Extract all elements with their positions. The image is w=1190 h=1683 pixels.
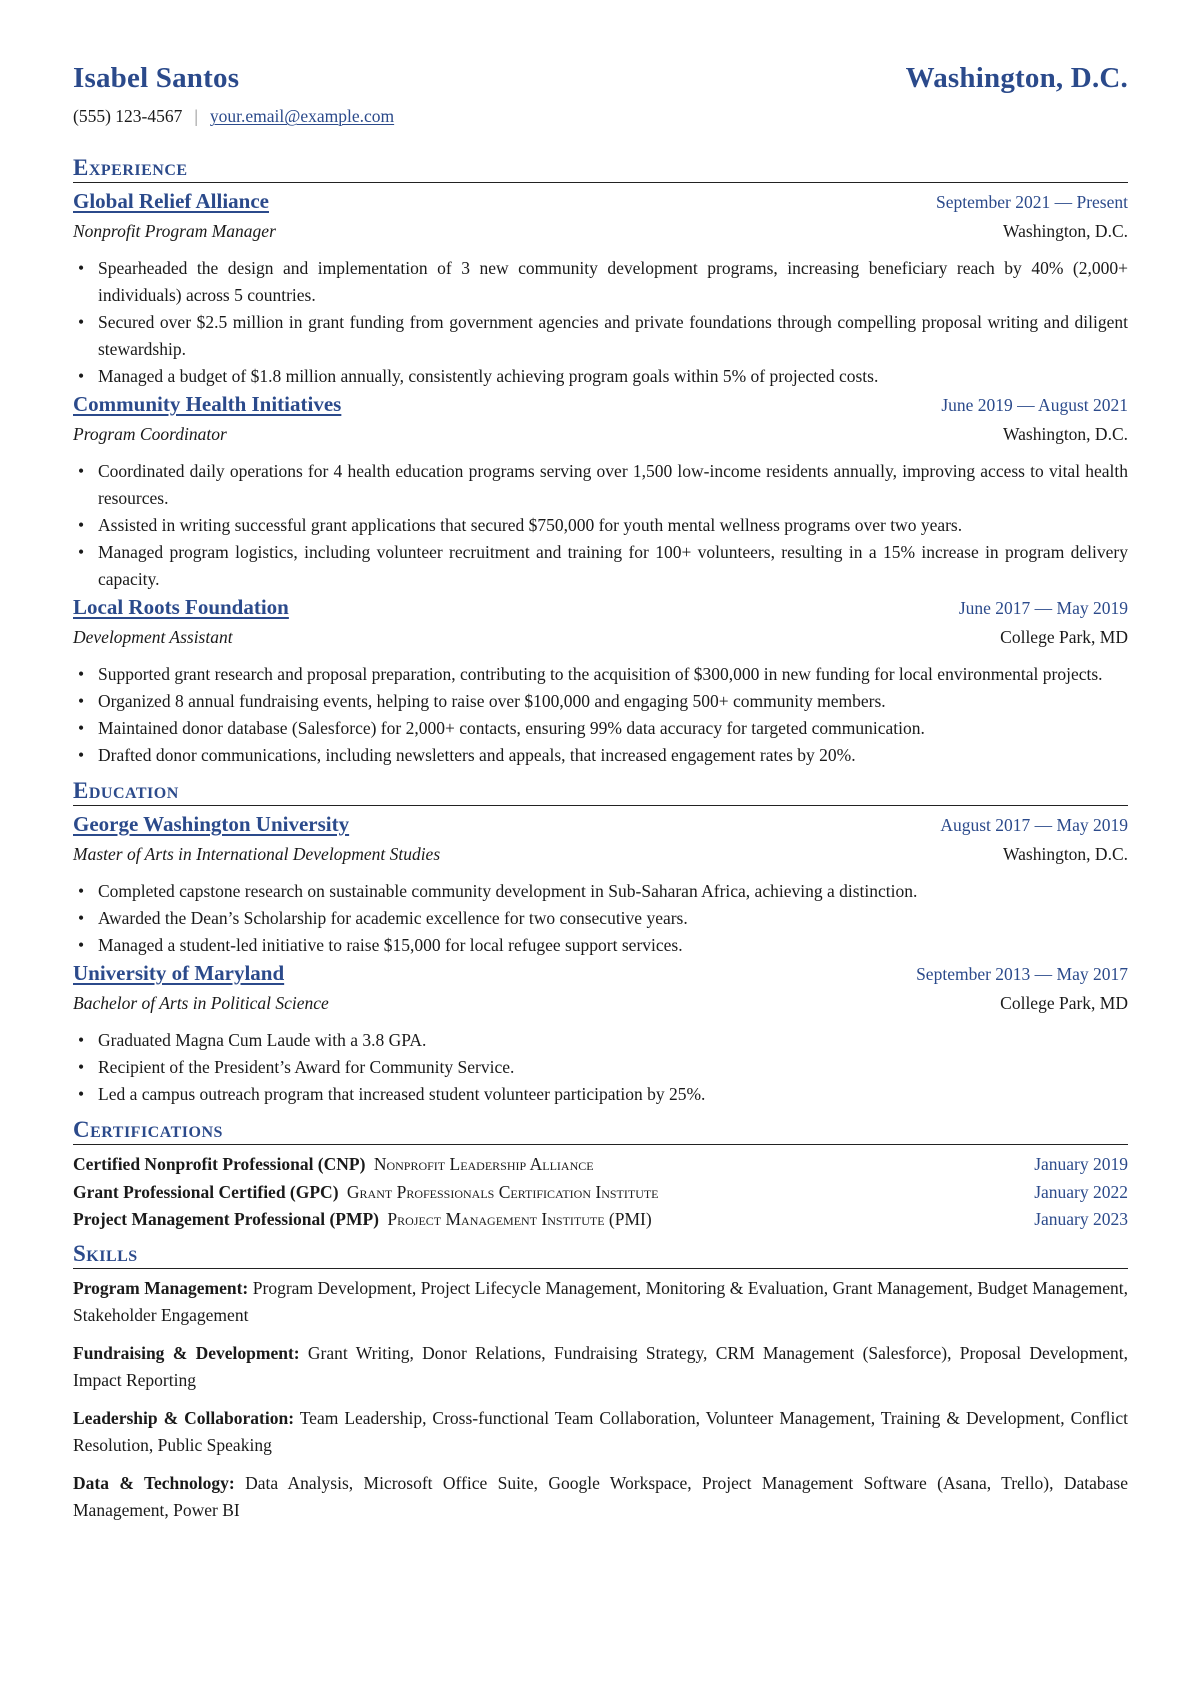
bullet-list [73,1027,1128,1108]
skill-items: Data Analysis, Microsoft Office Suite, Google Workspace, Project Management Software (Asana, Trello), Database Management, Power BI [73,1472,1129,1520]
skill-items: Team Leadership, Cross-functional Team Collaboration, Volunteer Management, Training & Development, Conflict Resolution, Public Speaking [73,1407,1129,1455]
job-location: College Park, MD [1000,627,1128,647]
certification-issuer: Nonprofit Leadership Alliance [373,1154,594,1174]
date-range: June 2019 — August 2021 [941,395,1128,415]
job-title: Nonprofit Program Manager [73,221,276,241]
phone-number: (555) 123-4567 [73,106,183,126]
bullet-item: • Recipient of the President’s Award for Community Service. [73,1054,1128,1081]
institution-location: College Park, MD [1000,993,1128,1013]
experience-entry [73,593,1128,769]
experience-entry [73,390,1128,593]
candidate-location: Washington, D.C. [905,62,1128,94]
skill-group [73,1470,1128,1524]
skill-items: Grant Writing, Donor Relations, Fundraising Strategy, CRM Management (Salesforce), Proposal Development, Impact Reporting [73,1342,1129,1390]
resume-header [73,62,1128,102]
bullet-item: • Managed a student-led initiative to raise $15,000 for local refugee support services. [73,932,1128,959]
skills-list [73,1275,1128,1524]
bullet-list [73,255,1128,390]
job-location: Washington, D.C. [1003,424,1128,444]
section-heading-experience: Experience [73,154,1128,183]
contact-separator: | [194,106,198,126]
date-range: September 2021 — Present [936,192,1128,212]
certification-date: January 2023 [1034,1209,1128,1229]
bullet-item: • Coordinated daily operations for 4 health education programs serving over 1,500 low-income residents annually, improving access to vital health resources. [73,458,1128,512]
education-entry [73,810,1128,959]
skill-category: Data & Technology: [73,1472,235,1493]
date-range: September 2013 — May 2017 [916,964,1128,984]
job-location: Washington, D.C. [1003,221,1128,241]
bullet-item: • Graduated Magna Cum Laude with a 3.8 GPA. [73,1027,1128,1054]
organization-link[interactable]: Community Health Initiatives [73,392,342,416]
certification-date: January 2019 [1034,1154,1128,1174]
certification-name: Certified Nonprofit Professional (CNP) [73,1154,366,1174]
education-entry [73,959,1128,1108]
skill-group [73,1340,1128,1394]
certification-name: Grant Professional Certified (GPC) [73,1181,339,1202]
bullet-item: • Spearheaded the design and implementation of 3 new community development programs, increasing beneficiary reach by 40% (2,000+ individuals) across 5 countries. [73,255,1128,309]
section-heading-certifications: Certifications [73,1116,1128,1145]
bullet-item: • Supported grant research and proposal preparation, contributing to the acquisition of $300,000 in new funding for local environmental projects. [73,661,1128,688]
bullet-item: • Drafted donor communications, including newsletters and appeals, that increased engagement rates by 20%. [73,742,1128,769]
contact-line [73,106,1128,132]
certification-list [73,1151,1128,1234]
skill-category: Leadership & Collaboration: [73,1407,295,1428]
section-heading-skills: Skills [73,1240,1128,1269]
organization-link[interactable]: Global Relief Alliance [73,189,269,213]
skill-category: Fundraising & Development: [73,1342,300,1363]
bullet-item: • Led a campus outreach program that increased student volunteer participation by 25%. [73,1081,1128,1108]
bullet-list [73,661,1128,769]
certification-issuer: Grant Professionals Certification Institute [346,1181,659,1202]
degree-title: Master of Arts in International Development Studies [73,844,441,864]
date-range: June 2017 — May 2019 [958,598,1128,618]
bullet-item: • Managed program logistics, including volunteer recruitment and training for 100+ volunteers, resulting in a 15% increase in program delivery capacity. [73,539,1128,593]
bullet-list [73,458,1128,593]
skill-group [73,1405,1128,1459]
certification-date: January 2022 [1034,1181,1128,1202]
job-title: Program Coordinator [73,424,227,444]
skill-items: Program Development, Project Lifecycle Management, Monitoring & Evaluation, Grant Management, Budget Management, Stakeholder Engagement [73,1277,1128,1325]
institution-link[interactable]: George Washington University [73,812,350,836]
bullet-item: • Managed a budget of $1.8 million annually, consistently achieving program goals within 5% of projected costs. [73,363,1128,390]
certification-row [73,1151,1128,1179]
skill-category: Program Management: [73,1277,249,1298]
bullet-list [73,878,1128,959]
bullet-item: • Assisted in writing successful grant applications that secured $750,000 for youth mental wellness programs over two years. [73,512,1128,539]
institution-link[interactable]: University of Maryland [73,961,285,985]
experience-entry [73,187,1128,390]
skill-group [73,1275,1128,1329]
resume-page [73,62,1128,1535]
bullet-item: • Organized 8 annual fundraising events, helping to raise over $100,000 and engaging 500+ community members. [73,688,1128,715]
certification-row [73,1179,1128,1207]
section-heading-education: Education [73,777,1128,806]
bullet-item: • Secured over $2.5 million in grant funding from government agencies and private foundations through compelling proposal writing and diligent stewardship. [73,309,1128,363]
certification-name: Project Management Professional (PMP) [73,1209,379,1229]
candidate-name: Isabel Santos [73,62,240,94]
bullet-item: • Maintained donor database (Salesforce) for 2,000+ contacts, ensuring 99% data accuracy for targeted communication. [73,715,1128,742]
date-range: August 2017 — May 2019 [940,815,1128,835]
institution-location: Washington, D.C. [1003,844,1128,864]
degree-title: Bachelor of Arts in Political Science [73,993,329,1013]
bullet-item: • Completed capstone research on sustainable community development in Sub-Saharan Africa, achieving a distinction. [73,878,1128,905]
email-link[interactable]: your.email@example.com [209,106,395,126]
certification-issuer: Project Management Institute (PMI) [387,1209,652,1229]
organization-link[interactable]: Local Roots Foundation [73,595,289,619]
certification-row [73,1206,1128,1234]
job-title: Development Assistant [73,627,233,647]
bullet-item: • Awarded the Dean’s Scholarship for academic excellence for two consecutive years. [73,905,1128,932]
